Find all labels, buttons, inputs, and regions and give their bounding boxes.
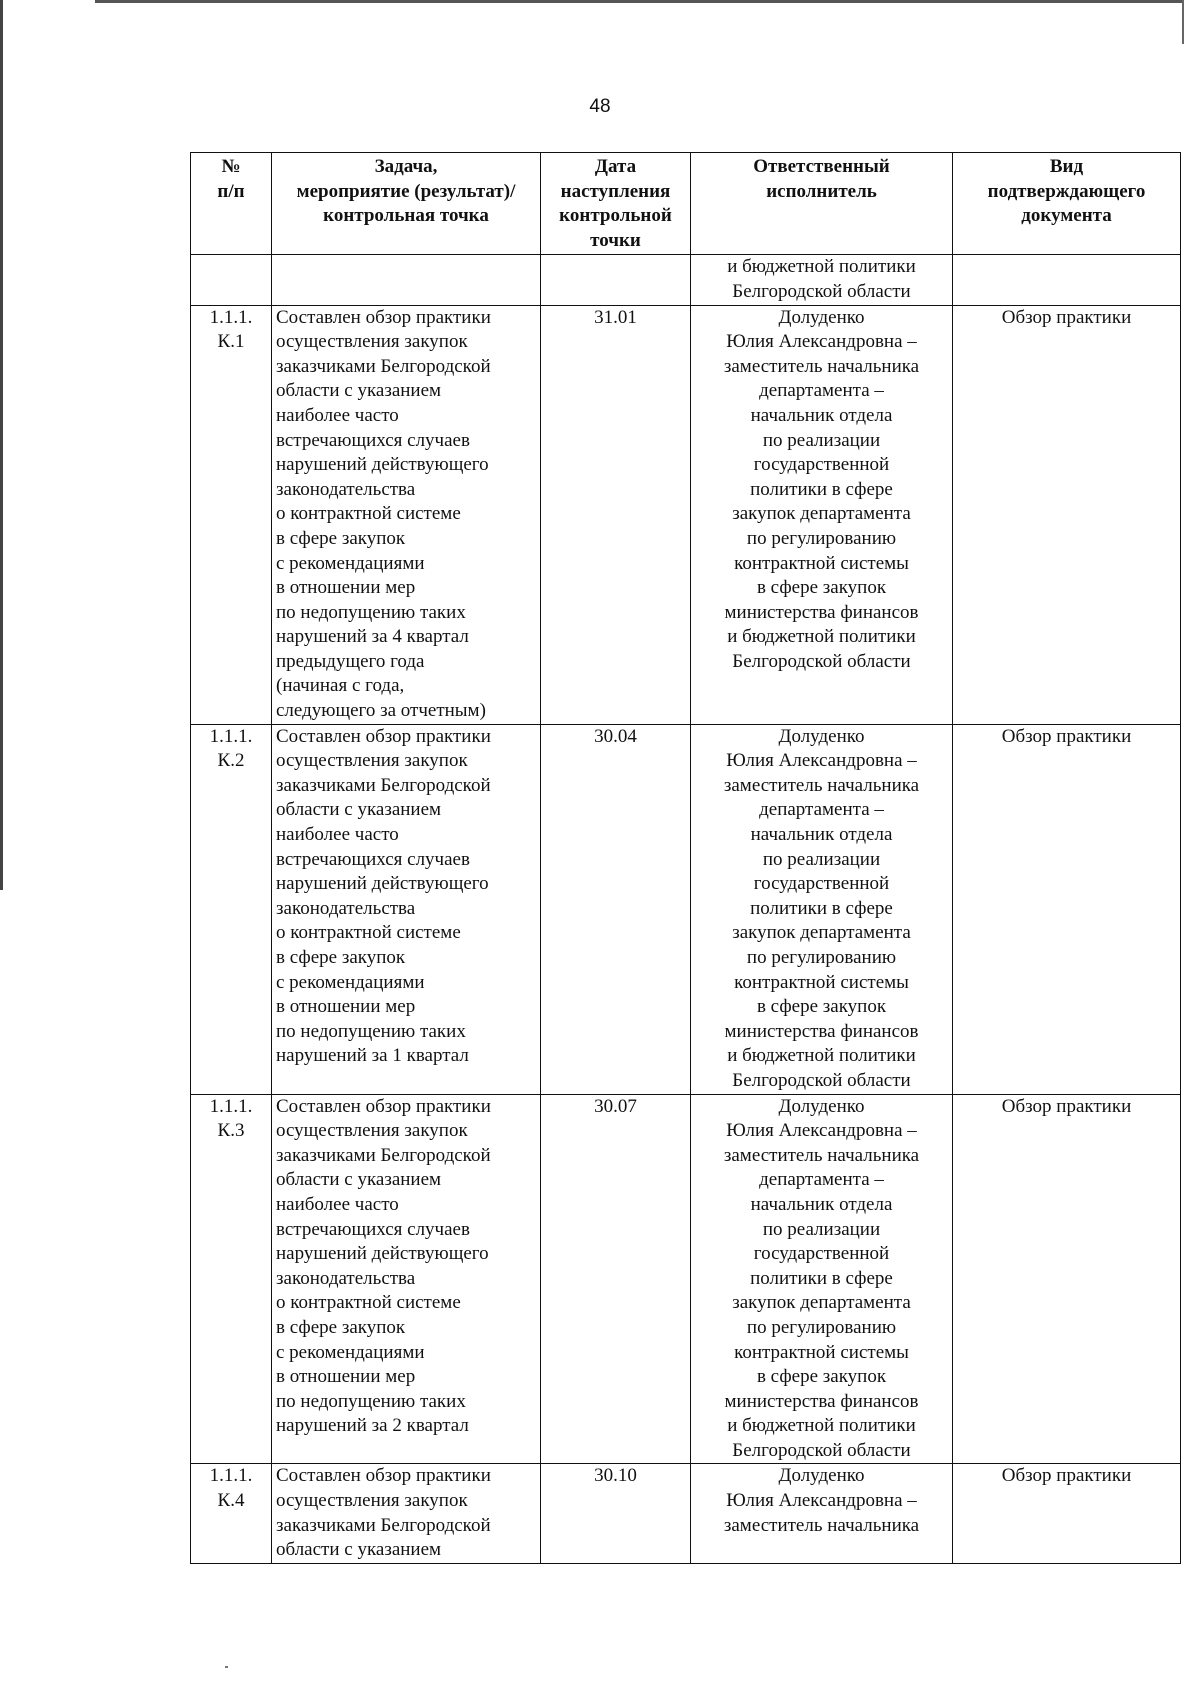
table-body <box>191 255 1181 1563</box>
cell-text-line: в сфере закупок <box>756 577 887 599</box>
cell-text-line: Составлен обзор практики <box>276 1465 491 1487</box>
cell-text-line: законодательства <box>276 478 416 500</box>
cell-text-line: Задача, <box>374 156 438 177</box>
cell-text-line: начальник отдела <box>750 824 893 846</box>
cell-text-line: нарушений за 4 квартал <box>276 626 469 648</box>
cell-text-line: в сфере закупок <box>276 527 406 549</box>
cell-text-line: области с указанием <box>276 380 442 402</box>
cell-text-line: государственной <box>753 873 890 895</box>
cell-text-line: и бюджетной политики <box>727 1415 916 1437</box>
cell-text-line: и бюджетной политики <box>727 1045 916 1067</box>
cell-text-line: по регулированию <box>746 1316 897 1338</box>
cell-text-line: по реализации <box>762 1218 881 1240</box>
cell-text-line: заказчиками Белгородской <box>276 774 491 796</box>
cell-text-line: в отношении мер <box>276 1366 416 1388</box>
cell-text-line: 1.1.1. <box>209 1465 253 1487</box>
row-responsible-cell <box>691 1464 953 1563</box>
cell-text-line: Белгородской области <box>732 1439 911 1461</box>
cell-text-line: встречающихся случаев <box>276 848 470 870</box>
control-points-table <box>190 152 1181 1564</box>
cell-text-line: Составлен обзор практики <box>276 725 491 747</box>
cell-text-line: о контрактной системе <box>276 1292 461 1314</box>
cell-text-line: К.4 <box>217 1490 245 1512</box>
cell-text-line: контрольной <box>559 205 672 227</box>
cell-text-line: Составлен обзор практики <box>276 1095 491 1117</box>
row-no-cell <box>191 305 272 724</box>
header-row <box>191 153 1181 255</box>
cell-text-line: Составлен обзор практики <box>276 306 491 328</box>
cell-text-line: К.1 <box>217 331 245 353</box>
cell-text-line: закупок департамента <box>732 922 911 944</box>
cell-text-line: Долуденко <box>778 306 865 328</box>
cell-text-line: Вид <box>1049 156 1084 177</box>
cell-text-line: заместитель начальника <box>723 774 920 796</box>
cell-text-line: департамента – <box>759 380 884 402</box>
cell-text-line: политики в сфере <box>750 478 893 500</box>
header-responsible <box>691 153 953 255</box>
cell-text-line: заместитель начальника <box>723 1514 920 1536</box>
table-row <box>191 724 1181 1094</box>
row-date-cell: 30.04 <box>541 724 691 1094</box>
cell-text-line: предыдущего года <box>276 650 425 672</box>
cell-text-line: наступления <box>560 180 671 202</box>
cell-text-line: наиболее часто <box>276 824 399 846</box>
cell-text-line: Юлия Александровна – <box>726 750 917 772</box>
header-task <box>272 153 541 255</box>
row-date-cell: 30.07 <box>541 1094 691 1464</box>
cell-text-line: государственной <box>753 1243 890 1265</box>
cell-text-line: заместитель начальника <box>723 1144 920 1166</box>
continuation-document-cell <box>953 255 1181 305</box>
cell-text-line: о контрактной системе <box>276 503 461 525</box>
cell-text-line: с рекомендациями <box>276 1341 425 1363</box>
row-task-cell <box>272 724 541 1094</box>
cell-text-line: следующего за отчетным) <box>276 700 486 722</box>
cell-text-line: политики в сфере <box>750 897 893 919</box>
cell-text-line: осуществления закупок <box>276 750 468 772</box>
cell-text-line: наиболее часто <box>276 1193 399 1215</box>
cell-text-line: министерства финансов <box>724 601 919 623</box>
cell-text-line: области с указанием <box>276 799 442 821</box>
cell-text-line: министерства финансов <box>724 1390 919 1412</box>
cell-text-line: встречающихся случаев <box>276 429 470 451</box>
row-date-cell: 31.01 <box>541 305 691 724</box>
table-header <box>191 153 1181 255</box>
cell-text-line: Долуденко <box>778 1465 865 1487</box>
table-row <box>191 1464 1181 1563</box>
cell-text-line: и бюджетной политики <box>727 626 916 648</box>
cell-text-line: в отношении мер <box>276 996 416 1018</box>
cell-text-line: департамента – <box>759 1169 884 1191</box>
cell-text-line: п/п <box>217 180 245 202</box>
scan-edge-left <box>0 0 3 890</box>
cell-text-line: законодательства <box>276 897 416 919</box>
header-date <box>541 153 691 255</box>
row-no-cell <box>191 724 272 1094</box>
cell-text-line: контрактной системы <box>734 552 909 574</box>
cell-text-line: Юлия Александровна – <box>726 1490 917 1512</box>
cell-text-line: по реализации <box>762 848 881 870</box>
cell-text-line: по недопущению таких <box>276 1020 466 1042</box>
cell-text-line: К.2 <box>217 750 245 772</box>
cell-text-line: законодательства <box>276 1267 416 1289</box>
cell-text-line: Долуденко <box>778 1095 865 1117</box>
cell-text-line: начальник отдела <box>750 1193 893 1215</box>
header-no <box>191 153 272 255</box>
cell-text-line: К.3 <box>217 1120 245 1142</box>
cell-text-line: исполнитель <box>766 180 877 202</box>
row-responsible-cell <box>691 305 953 724</box>
cell-text-line: с рекомендациями <box>276 971 425 993</box>
continuation-date-cell <box>541 255 691 305</box>
cell-text-line: политики в сфере <box>750 1267 893 1289</box>
cell-text-line: точки <box>590 229 641 251</box>
cell-text-line: в сфере закупок <box>756 1366 887 1388</box>
row-no-cell <box>191 1094 272 1464</box>
cell-text-line: мероприятие (результат)/ <box>296 180 516 202</box>
cell-text-line: области с указанием <box>276 1539 442 1561</box>
cell-text-line: нарушений за 2 квартал <box>276 1415 469 1437</box>
cell-text-line: по регулированию <box>746 947 897 968</box>
cell-text-line: по недопущению таких <box>276 601 466 623</box>
header-document <box>953 153 1181 255</box>
scan-speck <box>225 1666 228 1668</box>
continuation-row <box>191 255 1181 305</box>
scan-edge-top <box>95 0 1182 3</box>
cell-text-line: контрактной системы <box>734 971 909 993</box>
page-number: 48 <box>589 96 611 117</box>
cell-text-line: Юлия Александровна – <box>726 1120 917 1142</box>
cell-text-line: нарушений действующего <box>276 873 489 895</box>
cell-text-line: Белгородской области <box>732 650 911 672</box>
cell-text-line: осуществления закупок <box>276 331 468 353</box>
row-responsible-cell <box>691 724 953 1094</box>
cell-text-line: нарушений за 1 квартал <box>276 1045 469 1067</box>
cell-text-line: по регулированию <box>746 527 897 549</box>
row-responsible-cell <box>691 1094 953 1464</box>
row-date-cell: 30.10 <box>541 1464 691 1563</box>
cell-text-line: наиболее часто <box>276 404 399 426</box>
cell-text-line: государственной <box>753 454 890 476</box>
cell-text-line: подтверждающего <box>987 180 1146 202</box>
cell-text-line: в сфере закупок <box>276 947 406 968</box>
cell-text-line: начальник отдела <box>750 404 893 426</box>
cell-text-line: в сфере закупок <box>756 996 887 1018</box>
continuation-no-cell <box>191 255 272 305</box>
continuation-responsible-cell <box>691 255 953 305</box>
cell-text-line: по недопущению таких <box>276 1390 466 1412</box>
cell-text-line: нарушений действующего <box>276 454 489 476</box>
cell-text-line: Белгородской области <box>732 1069 911 1091</box>
cell-text-line: в сфере закупок <box>276 1316 406 1338</box>
cell-text-line: Дата <box>594 156 637 177</box>
cell-text-line: закупок департамента <box>732 503 911 525</box>
cell-text-line: с рекомендациями <box>276 552 425 574</box>
row-task-cell <box>272 305 541 724</box>
cell-text-line: заместитель начальника <box>723 355 920 377</box>
cell-text-line: области с указанием <box>276 1169 442 1191</box>
row-document-cell: Обзор практики <box>953 1094 1181 1464</box>
cell-text-line: Белгородской области <box>732 280 911 302</box>
cell-text-line: 1.1.1. <box>209 725 253 747</box>
cell-text-line: заказчиками Белгородской <box>276 1144 491 1166</box>
cell-text-line: 1.1.1. <box>209 306 253 328</box>
table-row <box>191 1094 1181 1464</box>
cell-text-line: осуществления закупок <box>276 1120 468 1142</box>
cell-text-line: в отношении мер <box>276 577 416 599</box>
cell-text-line: о контрактной системе <box>276 922 461 944</box>
cell-text-line: контрольная точка <box>323 205 489 227</box>
cell-text-line: (начиная с года, <box>276 675 405 697</box>
row-document-cell: Обзор практики <box>953 724 1181 1094</box>
row-task-cell <box>272 1464 541 1563</box>
cell-text-line: Юлия Александровна – <box>726 331 917 353</box>
cell-text-line: документа <box>1021 205 1112 227</box>
table-row <box>191 305 1181 724</box>
cell-text-line: Долуденко <box>778 725 865 747</box>
cell-text-line: осуществления закупок <box>276 1490 468 1512</box>
continuation-task-cell <box>272 255 541 305</box>
cell-text-line: нарушений действующего <box>276 1243 489 1265</box>
cell-text-line: министерства финансов <box>724 1020 919 1042</box>
cell-text-line: заказчиками Белгородской <box>276 1514 491 1536</box>
scan-edge-right <box>1182 0 1184 44</box>
cell-text-line: Ответственный <box>753 156 890 177</box>
cell-text-line: встречающихся случаев <box>276 1218 470 1240</box>
cell-text-line: № <box>221 156 241 177</box>
row-no-cell <box>191 1464 272 1563</box>
cell-text-line: департамента – <box>759 799 884 821</box>
cell-text-line: по реализации <box>762 429 881 451</box>
cell-text-line: 1.1.1. <box>209 1095 253 1117</box>
row-document-cell: Обзор практики <box>953 1464 1181 1563</box>
cell-text-line: закупок департамента <box>732 1292 911 1314</box>
row-document-cell: Обзор практики <box>953 305 1181 724</box>
row-task-cell <box>272 1094 541 1464</box>
cell-text-line: заказчиками Белгородской <box>276 355 491 377</box>
cell-text-line: контрактной системы <box>734 1341 909 1363</box>
cell-text-line: и бюджетной политики <box>727 256 916 278</box>
